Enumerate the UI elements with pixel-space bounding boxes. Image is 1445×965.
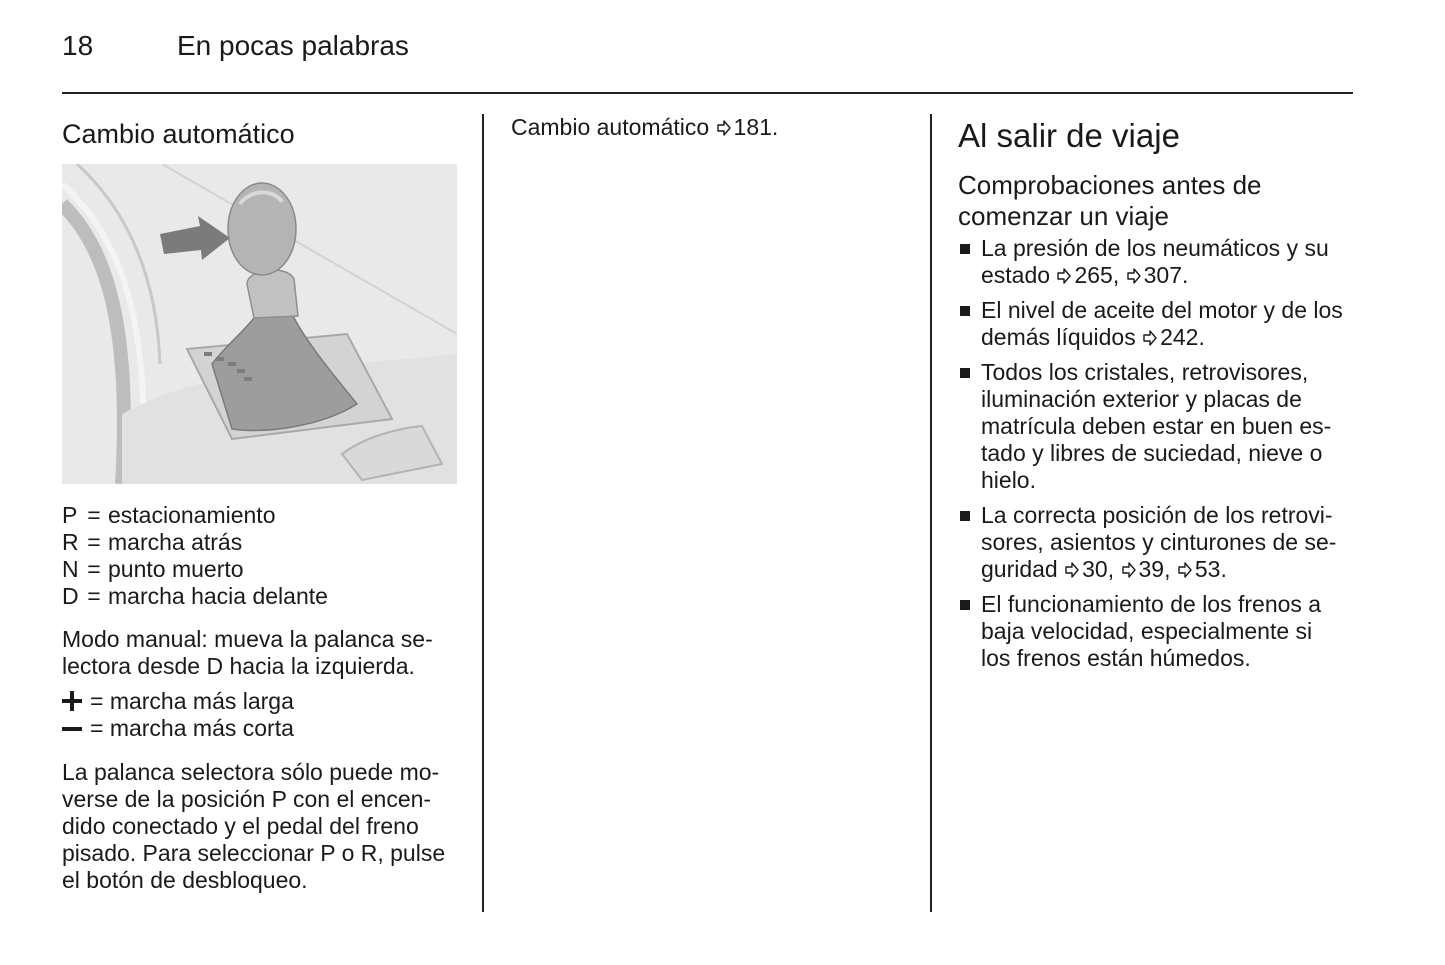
text-line: matrícula deben estar en buen es- (981, 413, 1332, 439)
text-line: sores, asientos y cinturones de se- (981, 529, 1337, 555)
page-reference-arrow-icon (1177, 561, 1193, 579)
text-line: lectora desde D hacia la izquierda. (62, 653, 415, 679)
cross-reference[interactable] (1126, 262, 1189, 288)
gear-lever-illustration (62, 164, 457, 484)
column-automatic-transmission (62, 114, 457, 894)
cross-reference[interactable] (1121, 556, 1171, 582)
subtitle-line: Comprobaciones antes de (958, 170, 1262, 200)
legend-eq: = (87, 583, 101, 609)
subtitle-line: comenzar un viaje (958, 201, 1169, 231)
ref-label: Cambio automático (511, 114, 710, 140)
page-reference-arrow-icon (716, 119, 732, 137)
subsection-title (958, 170, 1358, 232)
column-reference (511, 114, 911, 141)
ref-page: 242. (1160, 324, 1205, 350)
legend-text: punto muerto (108, 556, 244, 582)
checklist (958, 235, 1358, 672)
legend-key: R (62, 529, 79, 555)
text-line: La correcta posición de los retrovi- (981, 502, 1333, 528)
text-line: Todos los cristales, retrovisores, (981, 359, 1309, 385)
legend-key: N (62, 556, 79, 582)
text-line: el botón de desbloqueo. (62, 867, 308, 893)
legend-row (62, 556, 457, 583)
legend-text: marcha atrás (108, 529, 243, 555)
text-line: La palanca selectora sólo puede mo- (62, 759, 440, 785)
list-item (958, 235, 1358, 289)
ref-page: 39, (1138, 556, 1171, 582)
legend-row (62, 502, 457, 529)
ref-page: 53. (1194, 556, 1227, 582)
legend-key: D (62, 583, 79, 609)
cross-reference[interactable] (511, 114, 911, 141)
list-item (958, 591, 1358, 672)
cross-reference[interactable] (1056, 262, 1119, 288)
page-number: 18 (62, 30, 94, 61)
legend-key: P (62, 502, 78, 528)
plus-text: = marcha más larga (90, 688, 294, 714)
text-line: los frenos están húmedos. (981, 645, 1251, 671)
page-reference-arrow-icon (1064, 561, 1080, 579)
text-line: demás líquidos (981, 324, 1136, 350)
page-reference-arrow-icon (1142, 329, 1158, 347)
list-item (958, 359, 1358, 494)
column-before-trip (958, 114, 1358, 680)
legend-eq: = (87, 529, 101, 555)
text-line: El nivel de aceite del motor y de los (981, 297, 1343, 323)
minus-text: = marcha más corta (90, 715, 294, 741)
text-line: guridad (981, 556, 1058, 582)
text-line: estado (981, 262, 1051, 288)
text-line: verse de la posición P con el encen- (62, 786, 432, 812)
text-line: tado y libres de suciedad, nieve o (981, 440, 1323, 466)
column-divider-2 (930, 114, 932, 912)
page-reference-arrow-icon (1056, 267, 1072, 285)
text-line: pisado. Para seleccionar P o R, pulse (62, 840, 446, 866)
manual-shift-legend (62, 688, 457, 742)
cross-reference[interactable] (1177, 556, 1227, 582)
legend-eq: = (87, 556, 101, 582)
ref-page: 30, (1082, 556, 1115, 582)
text-line: baja velocidad, especialmente si (981, 618, 1313, 644)
legend-eq: = (87, 502, 101, 528)
text-line: El funcionamiento de los frenos a (981, 591, 1322, 617)
cross-reference[interactable] (1142, 324, 1205, 350)
ref-page: 265, (1074, 262, 1120, 288)
gear-legend (62, 502, 457, 610)
text-line: Modo manual: mueva la palanca se- (62, 626, 433, 652)
header-divider (62, 92, 1353, 94)
list-item (958, 297, 1358, 351)
ref-page: 307. (1143, 262, 1189, 288)
legend-row (62, 529, 457, 556)
page-reference-arrow-icon (1121, 561, 1137, 579)
chapter-title: En pocas palabras (177, 30, 409, 61)
column-divider-1 (482, 114, 484, 912)
manual-mode-paragraph (62, 626, 457, 680)
list-item (958, 502, 1358, 583)
legend-row (62, 583, 457, 610)
ref-page: 181. (733, 114, 779, 140)
text-line: dido conectado y el pedal del freno (62, 813, 419, 839)
legend-text: marcha hacia delante (108, 583, 328, 609)
plus-icon (62, 691, 82, 711)
text-line: hielo. (981, 467, 1036, 493)
minus-icon (62, 718, 82, 738)
legend-text: estacionamiento (108, 502, 276, 528)
text-line: iluminación exterior y placas de (981, 386, 1302, 412)
cross-reference[interactable] (1064, 556, 1114, 582)
lever-paragraph (62, 759, 457, 894)
page-reference-arrow-icon (1126, 267, 1142, 285)
section-heading: Cambio automático (62, 119, 295, 149)
text-line: La presión de los neumáticos y su (981, 235, 1329, 261)
section-title: Al salir de viaje (958, 117, 1180, 154)
